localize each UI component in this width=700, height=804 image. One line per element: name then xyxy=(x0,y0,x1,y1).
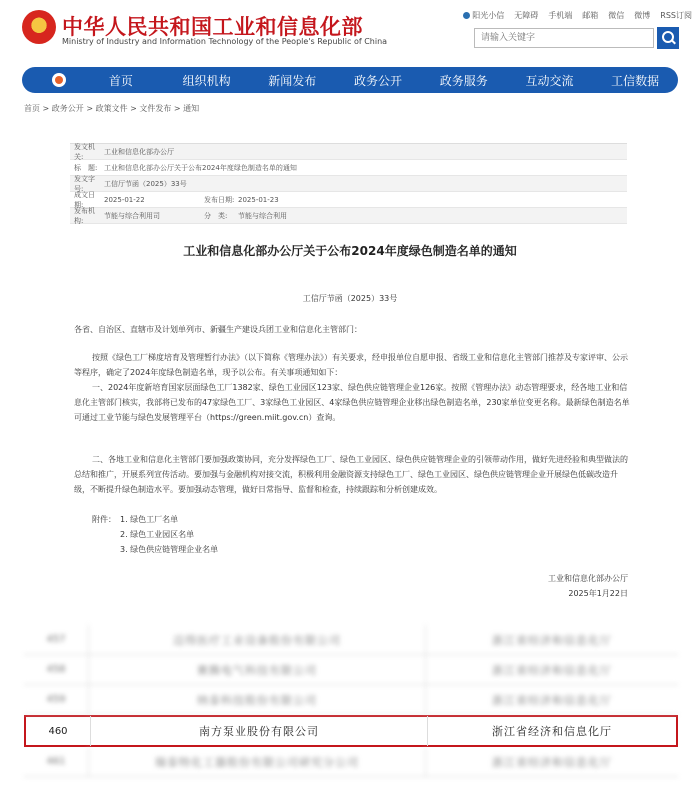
meta-row-dates xyxy=(70,192,627,208)
attachments xyxy=(92,512,218,557)
row-number: 458 xyxy=(46,664,66,675)
site-subtitle: Ministry of Industry and Information Technology of the People's Republic of China xyxy=(62,37,388,46)
attachment-link[interactable]: 3. 绿色供应链管理企业名单 xyxy=(120,545,219,554)
row-department: 浙江省经济和信息化厅 xyxy=(492,725,612,738)
row-company: 南方泵业股份有限公司 xyxy=(199,725,319,738)
meta-value: 工业和信息化部办公厅 xyxy=(104,147,174,156)
row-number: 459 xyxy=(46,694,66,705)
nav-data[interactable]: 工信数据 xyxy=(611,73,660,88)
attachments-label: 附件： xyxy=(92,515,116,524)
meta-key: 发布日期: xyxy=(204,195,235,204)
toplink-rss[interactable]: RSS订阅 xyxy=(660,11,692,20)
row-company: 瑞泰特化工器股份有限公司研究分公司 xyxy=(155,755,359,769)
nav-organization[interactable]: 组织机构 xyxy=(182,73,231,88)
paragraph-two: 二、各地工业和信息化主管部门要加强政策协同，充分发挥绿色工厂、绿色工业园区、绿色供应链管理企业的引领带动作用，做好先进经验和典型做法的总结和推广，开展系列宣传活动。要加强与金融机构对接交流，积极利用金融资源支持绿色工厂、绿色工业园区、绿色供应链管理企业开展绿色低碳改造升级，不断提升绿色制造水平。要加强动态管理，做好日常指导、监督和检查，持续跟踪和分析创建成效。 xyxy=(74,455,628,494)
document-title: 工业和信息化部办公厅关于公布2024年度绿色制造名单的通知 xyxy=(183,244,517,258)
row-company: 纳泰科技股份有限公司 xyxy=(197,693,317,707)
sunshine-icon xyxy=(463,12,470,19)
toplink-wechat[interactable]: 微信 xyxy=(608,11,625,20)
paragraph-one: 一、2024年度新培育国家层面绿色工厂1382家、绿色工业园区123家、绿色供应链管理企业126家。按照《管理办法》动态管理要求，经各地工业和信息化主管部门核实，我部将已发布的47家绿色工厂、3家绿色工业园区、4家绿色供应链管理企业移出绿色制造名单，230家单位变更名称。最新绿色制造名单可通过工业节能与绿色发展管理平台（https://green.miit.gov.cn）查询。 xyxy=(74,383,630,422)
main-nav xyxy=(22,67,678,93)
document-number: 工信厅节函（2025）33号 xyxy=(302,294,398,303)
signature-date: 2025年1月22日 xyxy=(568,589,628,598)
nav-home[interactable]: 首页 xyxy=(108,73,133,88)
meta-value: 2025-01-22 xyxy=(104,195,145,204)
nav-interaction[interactable]: 互动交流 xyxy=(525,73,574,88)
meta-row-issuer xyxy=(70,144,627,160)
attachment-link[interactable]: 2. 绿色工业园区名单 xyxy=(120,530,195,539)
search-button[interactable] xyxy=(657,27,679,49)
table-row-highlighted xyxy=(24,715,678,747)
toplink-sunshine[interactable]: 阳光小信 xyxy=(463,10,504,21)
row-number: 461 xyxy=(46,756,66,767)
home-logo-icon xyxy=(52,73,66,87)
row-department: 浙江省经济和信息化厅 xyxy=(492,633,612,647)
row-company: 赛腾电气科技有限公司 xyxy=(197,663,317,677)
meta-row-org xyxy=(70,208,627,224)
table-row xyxy=(24,747,678,777)
meta-key: 标 题: xyxy=(74,163,98,172)
nav-services[interactable]: 政务服务 xyxy=(439,73,488,88)
meta-value: 工业和信息化部办公厅关于公布2024年度绿色制造名单的通知 xyxy=(104,163,297,172)
meta-value: 2025-01-23 xyxy=(238,195,279,204)
meta-key: 分 类: xyxy=(204,211,228,220)
row-department: 浙江省经济和信息化厅 xyxy=(492,663,612,677)
meta-key: 成文日期: xyxy=(74,190,95,209)
table-row xyxy=(24,685,678,715)
row-number: 460 xyxy=(48,725,68,737)
signature-org: 工业和信息化部办公厅 xyxy=(548,574,628,583)
nav-news[interactable]: 新闻发布 xyxy=(268,73,317,88)
meta-row-number xyxy=(70,176,627,192)
national-emblem-icon xyxy=(22,10,56,44)
site-header xyxy=(0,0,700,66)
list-table-excerpt xyxy=(24,625,678,777)
attachment-link[interactable]: 1. 绿色工厂名单 xyxy=(120,515,179,524)
meta-value: 节能与综合利用 xyxy=(238,211,287,220)
meta-key: 发布机构: xyxy=(74,206,95,225)
meta-key: 发文字号: xyxy=(74,174,95,193)
breadcrumb[interactable]: 首页 > 政务公开 > 政策文件 > 文件发布 > 通知 xyxy=(24,104,200,113)
toplink-weibo[interactable]: 微博 xyxy=(634,11,651,20)
meta-row-title xyxy=(70,160,627,176)
row-company: 迈得医疗工业设备股份有限公司 xyxy=(173,633,341,647)
paragraph-intro: 按照《绿色工厂梯度培育及管理暂行办法》（以下简称《管理办法》）有关要求，经申报单位自愿申报、省级工业和信息化主管部门推荐及专家评审、公示等程序，确定了2024年度绿色制造名单，现予以公布。有关事项通知如下： xyxy=(74,353,628,377)
meta-value: 工信厅节函（2025）33号 xyxy=(104,179,187,188)
search-input[interactable] xyxy=(474,28,654,48)
top-links xyxy=(463,10,692,21)
row-number: 457 xyxy=(46,634,66,645)
row-department: 浙江省经济和信息化厅 xyxy=(492,755,612,769)
toplink-accessibility[interactable]: 无障碍 xyxy=(514,11,539,20)
table-row xyxy=(24,655,678,685)
row-department: 浙江省经济和信息化厅 xyxy=(492,693,612,707)
document-meta-table xyxy=(70,143,627,224)
nav-open-government[interactable]: 政务公开 xyxy=(354,73,403,88)
site-title[interactable]: 中华人民共和国工业和信息化部 xyxy=(62,15,363,39)
addressee: 各省、自治区、直辖市及计划单列市、新疆生产建设兵团工业和信息化主管部门： xyxy=(74,325,362,334)
toplink-mail[interactable]: 邮箱 xyxy=(582,11,599,20)
signature xyxy=(548,571,628,601)
table-row xyxy=(24,625,678,655)
toplink-mobile[interactable]: 手机端 xyxy=(548,11,573,20)
meta-value: 节能与综合利用司 xyxy=(104,211,160,220)
meta-key: 发文机关: xyxy=(74,142,95,161)
